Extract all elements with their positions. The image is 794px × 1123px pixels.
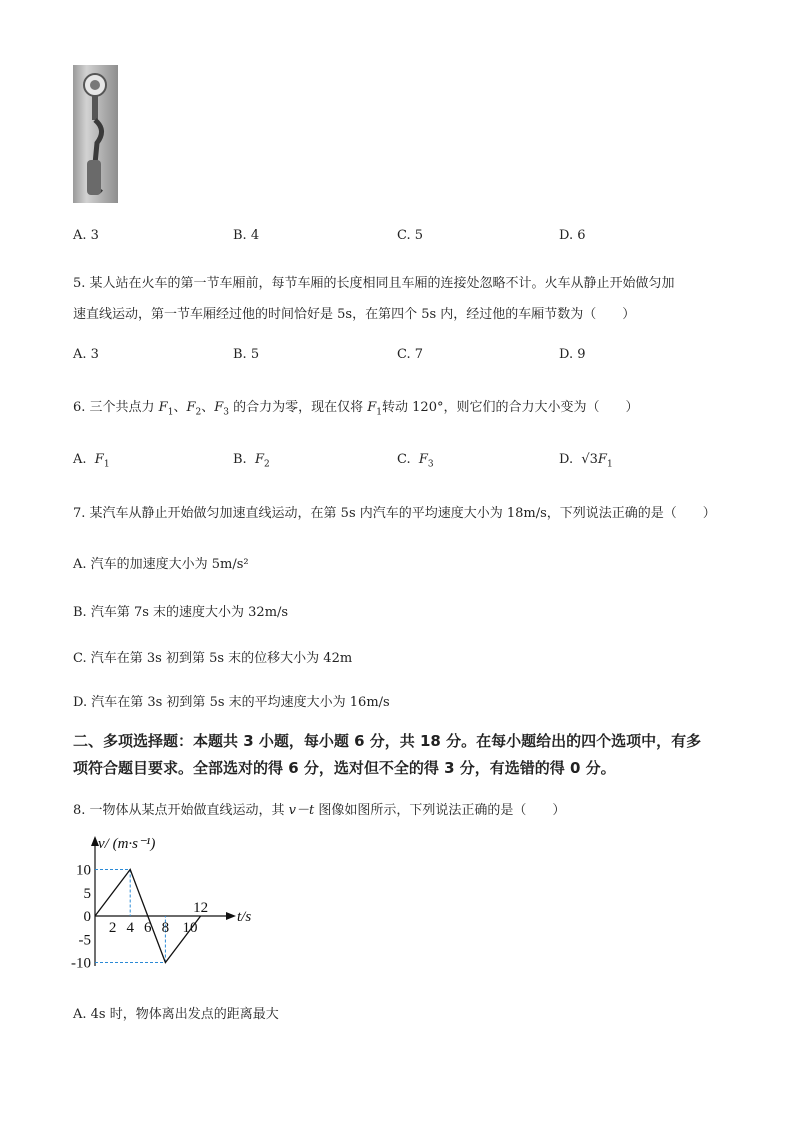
y-tick-label: -10 <box>71 955 91 972</box>
q4-option-b[interactable]: B. 4 <box>233 228 260 243</box>
x-tick-label: 8 <box>161 920 170 936</box>
q7-option-d[interactable]: D. 汽车在第 3s 初到第 5s 末的平均速度大小为 16m/s <box>73 695 390 710</box>
q6-option-a[interactable]: A. $F_1$ <box>73 452 110 470</box>
q6-stem: 6. 三个共点力 $F_1$、$F_2$、$F_3$ 的合力为零，现在仅将 $F_1$转动 120°，则它们的合力大小变为（ ） <box>73 400 639 418</box>
q5-option-a[interactable]: A. 3 <box>73 347 99 362</box>
q4-option-c[interactable]: C. 5 <box>397 228 424 243</box>
x-tick-label: 2 <box>108 920 117 936</box>
q4-option-d[interactable]: D. 6 <box>559 228 586 243</box>
y-tick-label: 0 <box>83 909 91 925</box>
q6-option-d[interactable]: D. $√3F_1$ <box>559 452 613 470</box>
q5-stem-line2: 速直线运动，第一节车厢经过他的时间恰好是 5s，在第四个 5s 内，经过他的车厢节数为（ ） <box>73 307 636 322</box>
hook-illustration <box>73 65 118 203</box>
q5-option-d[interactable]: D. 9 <box>559 347 586 362</box>
q6-option-b[interactable]: B. $F_2$ <box>233 452 270 470</box>
q5-option-c[interactable]: C. 7 <box>397 347 424 362</box>
y-tick-label: 10 <box>76 862 91 879</box>
q7-option-a[interactable]: A. 汽车的加速度大小为 5m/s² <box>73 557 249 572</box>
section2-heading-line2: 项符合题目要求。全部选对的得 6 分，选对但不全的得 3 分，有选错的得 0 分。 <box>73 759 616 777</box>
section2-heading-line1: 二、多项选择题：本题共 3 小题，每小题 6 分，共 18 分。在每小题给出的四个选项中，有多 <box>73 732 702 750</box>
y-tick-label: -5 <box>78 932 91 949</box>
y-tick-label: 5 <box>83 885 91 902</box>
q4-option-a[interactable]: A. 3 <box>73 228 99 243</box>
q5-option-b[interactable]: B. 5 <box>233 347 260 362</box>
q7-option-c[interactable]: C. 汽车在第 3s 初到第 5s 末的位移大小为 42m <box>73 651 353 666</box>
x-axis-label: t/s <box>237 909 252 925</box>
x-tick-label: 6 <box>144 920 152 936</box>
suction-hook-photo <box>73 65 118 203</box>
q8-option-a[interactable]: A. 4s 时，物体离出发点的距离最大 <box>73 1007 279 1022</box>
x-tick-label: 12 <box>193 900 209 916</box>
q6-option-c[interactable]: C. $F_3$ <box>397 452 434 470</box>
q7-option-b[interactable]: B. 汽车第 7s 末的速度大小为 32m/s <box>73 605 289 620</box>
y-axis-label: v/ (m·s⁻¹) <box>98 836 156 852</box>
vt-graph <box>71 830 280 980</box>
x-axis-arrow <box>226 912 236 920</box>
x-tick-label: 10 <box>182 920 198 936</box>
q8-stem: 8. 一物体从某点开始做直线运动，其 v－t 图像如图所示，下列说法正确的是（ ） <box>73 803 566 818</box>
q5-stem-line1: 5. 某人站在火车的第一节车厢前，每节车厢的长度相同且车厢的连接处忽略不计。火车从静止开始做匀加 <box>73 276 675 291</box>
q7-stem: 7. 某汽车从静止开始做匀加速直线运动，在第 5s 内汽车的平均速度大小为 18m/s，下列说法正确的是（ ） <box>73 506 716 521</box>
x-tick-label: 4 <box>126 920 134 936</box>
